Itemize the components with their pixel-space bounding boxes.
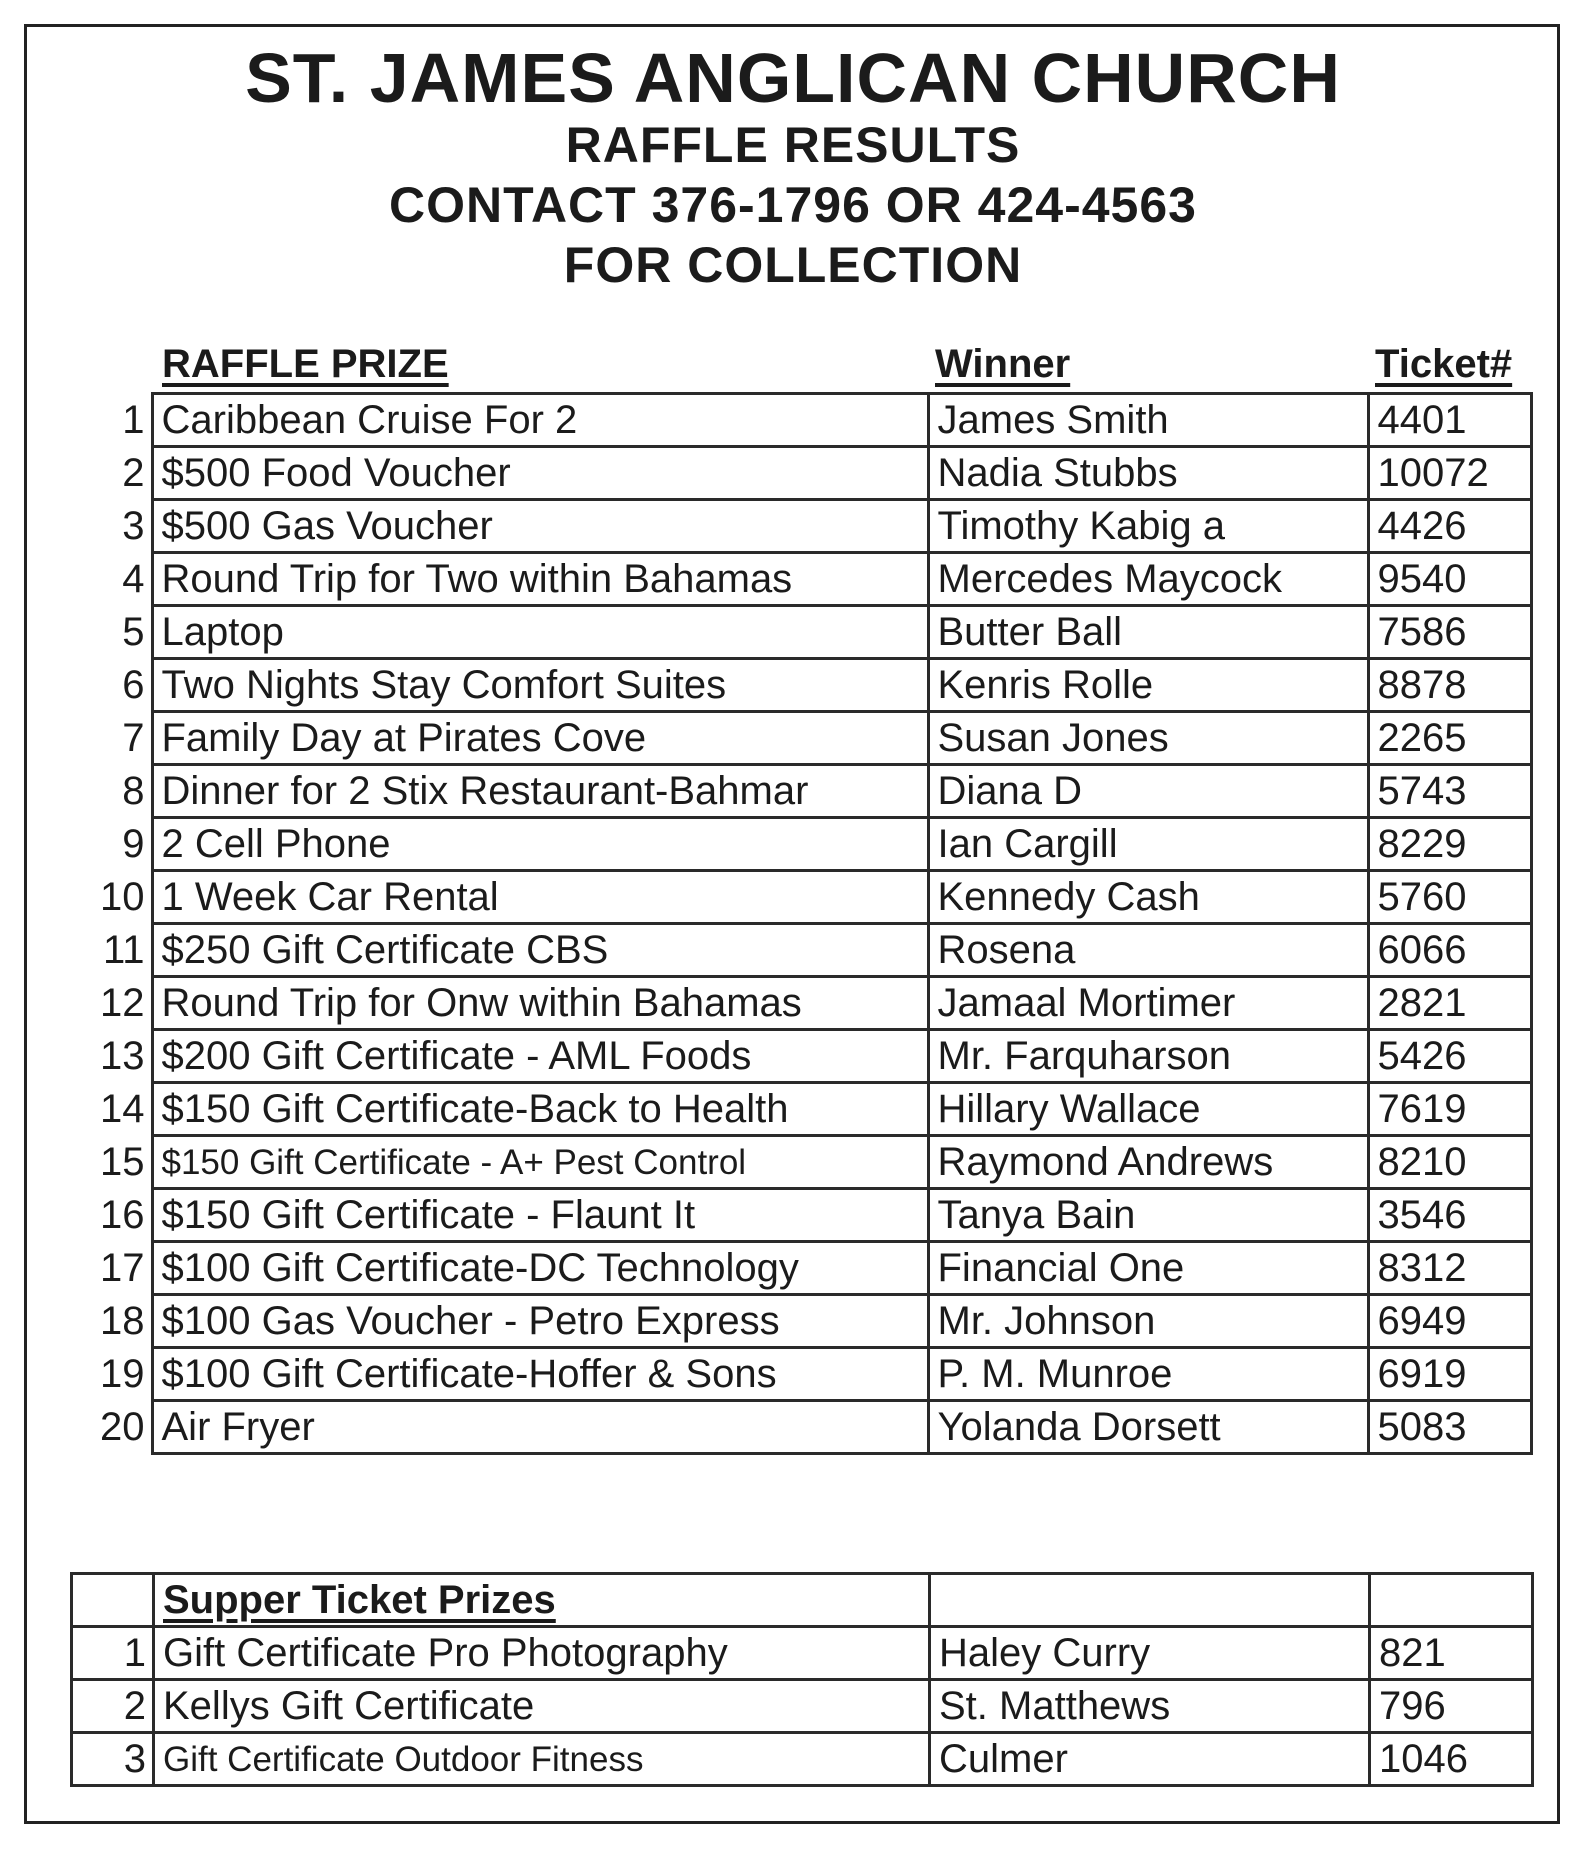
cell-prize: $150 Gift Certificate - Flaunt It [152,1189,928,1242]
cell-ticket: 5083 [1368,1401,1531,1454]
table-row [86,1295,1531,1348]
table-row [86,1189,1531,1242]
cell-winner: P. M. Munroe [928,1348,1368,1401]
column-header-winner: Winner [935,342,1071,386]
cell-prize: $100 Gift Certificate-Hoffer & Sons [152,1348,928,1401]
cell-prize: Laptop [152,606,928,659]
cell-num: 11 [102,928,145,972]
cell-num: 6 [122,663,145,707]
cell-winner: Susan Jones [928,712,1368,765]
cell-winner: Haley Curry [930,1627,1370,1680]
cell-prize: $200 Gift Certificate - AML Foods [152,1030,928,1083]
cell-winner: Kenris Rolle [928,659,1368,712]
cell-winner: James Smith [928,394,1368,447]
cell-num: 12 [100,981,145,1025]
cell-prize: $500 Food Voucher [152,447,928,500]
cell-prize: Kellys Gift Certificate [154,1680,930,1733]
cell-winner: Yolanda Dorsett [928,1401,1368,1454]
cell-prize: 2 Cell Phone [152,818,928,871]
cell-num: 1 [122,398,145,442]
cell-winner: Financial One [928,1242,1368,1295]
cell-num: 15 [100,1140,145,1184]
column-header-prize: RAFFLE PRIZE [162,342,449,386]
cell-num: 18 [100,1299,145,1343]
table-row [72,1733,1533,1786]
cell-num: 3 [72,1733,154,1786]
table-row [86,606,1531,659]
cell-winner: Kennedy Cash [928,871,1368,924]
cell-num: 19 [100,1352,145,1396]
cell-prize: Gift Certificate Pro Photography [154,1627,930,1680]
cell-ticket: 6066 [1368,924,1531,977]
table-row [86,924,1531,977]
cell-winner: Mercedes Maycock [928,553,1368,606]
cell-ticket: 8312 [1368,1242,1531,1295]
table-row [86,553,1531,606]
cell-ticket: 1046 [1370,1733,1533,1786]
cell-prize: Caribbean Cruise For 2 [152,394,928,447]
cell-winner: Tanya Bain [928,1189,1368,1242]
table-row [86,447,1531,500]
contact-line: CONTACT 376-1796 OR 424-4563 [389,177,1197,233]
table-row [86,394,1531,447]
cell-winner: St. Matthews [930,1680,1370,1733]
supper-title: Supper Ticket Prizes [154,1574,930,1627]
cell-num: 9 [122,822,145,866]
cell-ticket: 821 [1370,1627,1533,1680]
cell-prize: $150 Gift Certificate - A+ Pest Control [152,1136,928,1189]
cell-prize: Dinner for 2 Stix Restaurant-Bahmar [152,765,928,818]
cell-ticket: 4426 [1368,500,1531,553]
table-row [86,1242,1531,1295]
cell-prize: $250 Gift Certificate CBS [152,924,928,977]
cell-ticket: 3546 [1368,1189,1531,1242]
table-row [86,1348,1531,1401]
collection-line: FOR COLLECTION [563,237,1023,293]
page-title: ST. JAMES ANGLICAN CHURCH [245,39,1341,117]
table-row [86,871,1531,924]
cell-winner: Mr. Johnson [928,1295,1368,1348]
supper-prizes-table [70,1572,1534,1787]
cell-num: 14 [100,1087,145,1131]
page-subtitle: RAFFLE RESULTS [565,117,1021,173]
cell-ticket: 2265 [1368,712,1531,765]
raffle-results-table [86,392,1533,1455]
cell-ticket: 5426 [1368,1030,1531,1083]
table-row [86,1401,1531,1454]
cell-ticket: 2821 [1368,977,1531,1030]
cell-winner: Ian Cargill [928,818,1368,871]
table-row [86,712,1531,765]
cell-num: 1 [72,1627,154,1680]
cell-prize: $500 Gas Voucher [152,500,928,553]
cell-ticket: 796 [1370,1680,1533,1733]
cell-num: 4 [122,557,145,601]
cell-winner: Hillary Wallace [928,1083,1368,1136]
cell-winner: Mr. Farquharson [928,1030,1368,1083]
raffle-results-body [86,394,1531,1454]
supper-header-num [72,1574,154,1627]
cell-winner: Nadia Stubbs [928,447,1368,500]
supper-header-winner [930,1574,1370,1627]
cell-ticket: 7619 [1368,1083,1531,1136]
cell-num: 2 [122,451,145,495]
cell-winner: Timothy Kabig a [928,500,1368,553]
cell-prize: Round Trip for Two within Bahamas [152,553,928,606]
table-row [86,1030,1531,1083]
table-row [72,1627,1533,1680]
cell-winner: Jamaal Mortimer [928,977,1368,1030]
table-row [86,659,1531,712]
cell-ticket: 10072 [1368,447,1531,500]
cell-ticket: 5743 [1368,765,1531,818]
cell-winner: Culmer [930,1733,1370,1786]
cell-prize: $100 Gift Certificate-DC Technology [152,1242,928,1295]
cell-ticket: 5760 [1368,871,1531,924]
cell-num: 3 [122,504,145,548]
cell-num: 5 [122,610,145,654]
cell-num: 7 [122,716,145,760]
cell-ticket: 6919 [1368,1348,1531,1401]
cell-prize: $150 Gift Certificate-Back to Health [152,1083,928,1136]
cell-winner: Raymond Andrews [928,1136,1368,1189]
cell-ticket: 8229 [1368,818,1531,871]
supper-prizes-body [72,1574,1533,1786]
cell-ticket: 6949 [1368,1295,1531,1348]
cell-ticket: 4401 [1368,394,1531,447]
table-row [86,1136,1531,1189]
cell-ticket: 9540 [1368,553,1531,606]
cell-num: 2 [72,1680,154,1733]
cell-prize: Air Fryer [152,1401,928,1454]
cell-prize: Family Day at Pirates Cove [152,712,928,765]
cell-num: 17 [100,1246,145,1290]
table-row [86,500,1531,553]
table-row [72,1680,1533,1733]
cell-winner: Rosena [928,924,1368,977]
supper-header-ticket [1370,1574,1533,1627]
cell-prize: 1 Week Car Rental [152,871,928,924]
cell-prize: $100 Gas Voucher - Petro Express [152,1295,928,1348]
cell-winner: Diana D [928,765,1368,818]
cell-prize: Two Nights Stay Comfort Suites [152,659,928,712]
cell-ticket: 8210 [1368,1136,1531,1189]
cell-num: 16 [100,1193,145,1237]
cell-num: 8 [122,769,145,813]
supper-header-row [72,1574,1533,1627]
cell-winner: Butter Ball [928,606,1368,659]
table-row [86,818,1531,871]
cell-num: 10 [100,875,145,919]
cell-ticket: 7586 [1368,606,1531,659]
cell-prize: Gift Certificate Outdoor Fitness [154,1733,930,1786]
table-row [86,977,1531,1030]
cell-ticket: 8878 [1368,659,1531,712]
table-row [86,765,1531,818]
cell-prize: Round Trip for Onw within Bahamas [152,977,928,1030]
cell-num: 13 [100,1034,145,1078]
column-header-ticket: Ticket# [1375,342,1513,386]
cell-num: 20 [100,1405,145,1449]
table-row [86,1083,1531,1136]
